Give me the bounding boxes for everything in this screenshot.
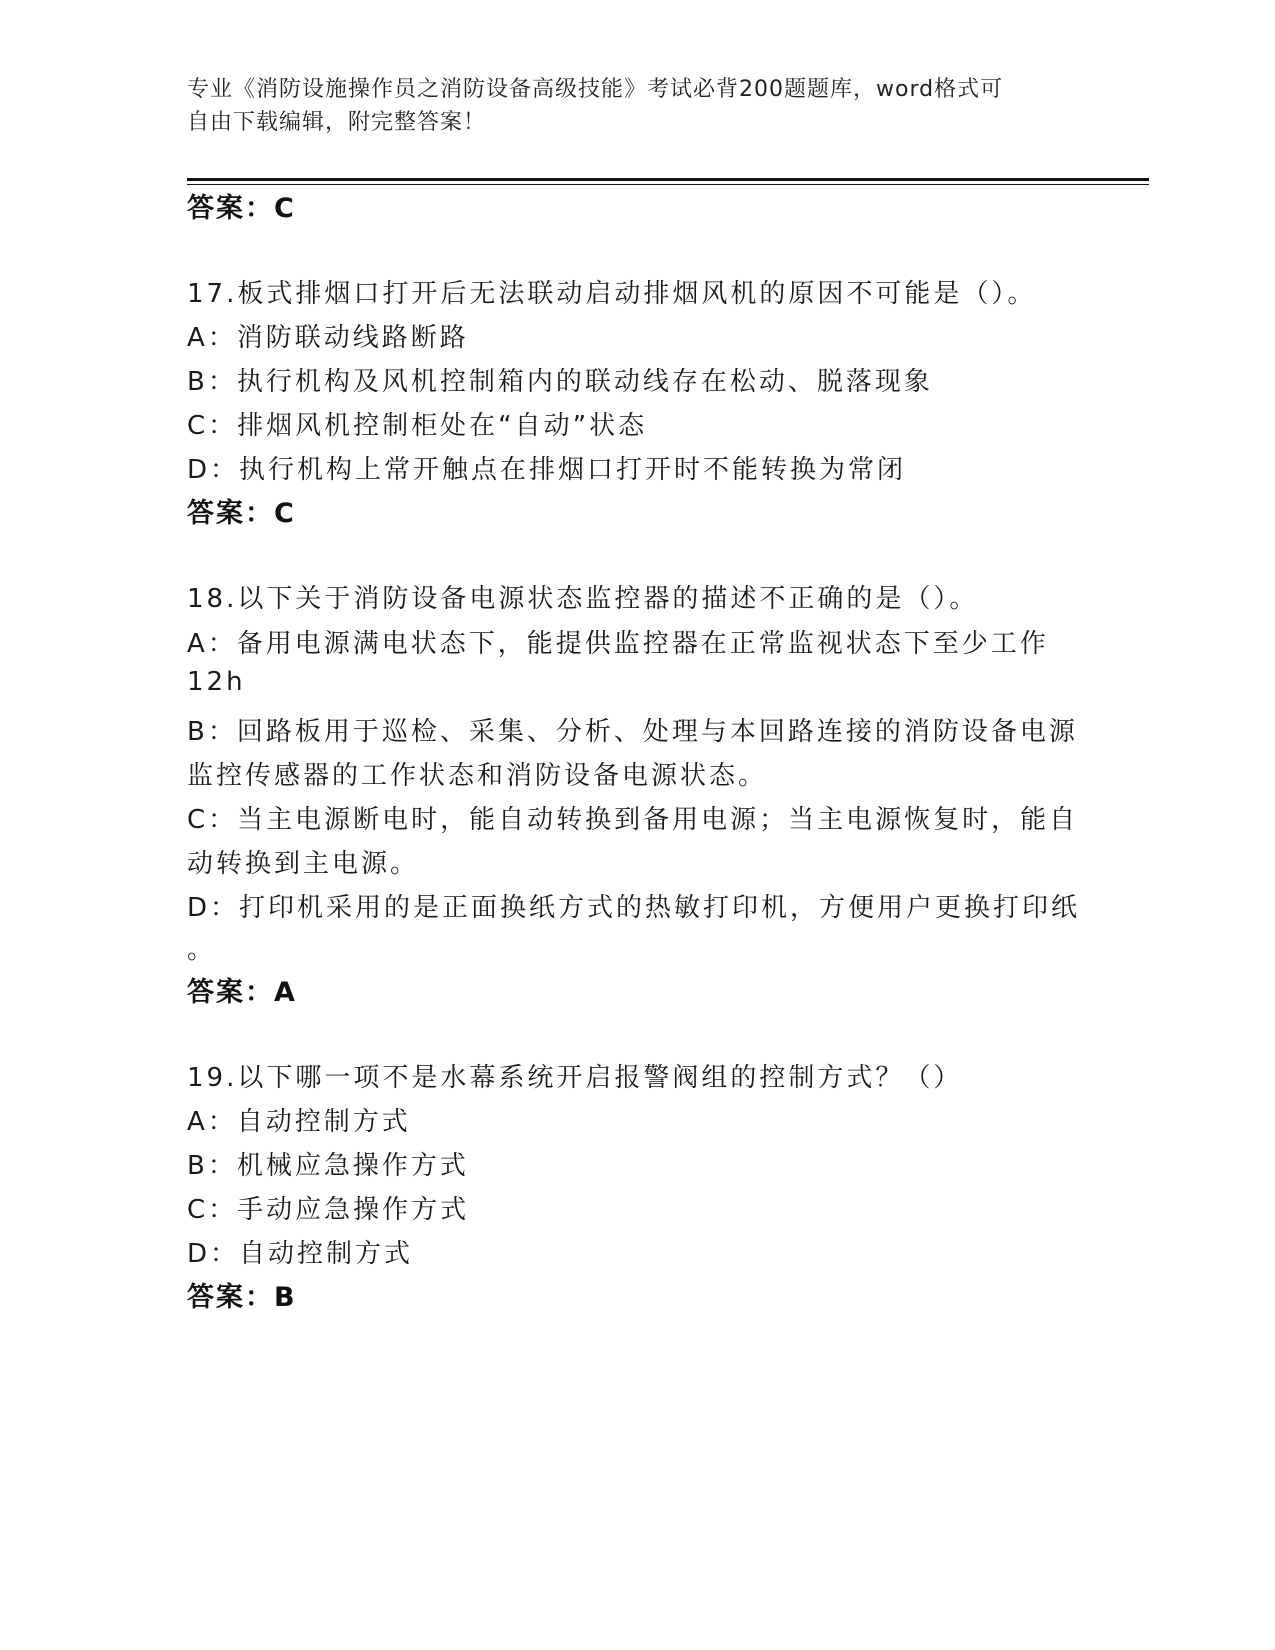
option-d: D：打印机采用的是正面换纸方式的热敏打印机，方便用户更换打印纸 — [187, 893, 1081, 923]
option-c: C：排烟风机控制柜处在“自动”状态 — [187, 411, 648, 441]
header-line-1: 专业《消防设施操作员之消防设备高级技能》考试必背200题题库，word格式可 — [187, 77, 1004, 102]
answer: 答案：A — [187, 977, 297, 1008]
option-c: C：手动应急操作方式 — [187, 1195, 470, 1225]
question-stem: 18.以下关于消防设备电源状态监控器的描述不正确的是（）。 — [187, 584, 979, 614]
option-a: A：备用电源满电状态下，能提供监控器在正常监视状态下至少工作 — [187, 629, 1049, 659]
header-rule-thick — [187, 178, 1149, 181]
option-a: A：自动控制方式 — [187, 1107, 411, 1137]
previous-answer: 答案：C — [187, 193, 296, 224]
header-line-2: 自由下载编辑，附完整答案！ — [187, 110, 487, 135]
option-a: A：消防联动线路断路 — [187, 323, 469, 353]
option-a-continued: 12h — [187, 667, 246, 697]
answer: 答案：C — [187, 498, 296, 529]
option-d: D：执行机构上常开触点在排烟口打开时不能转换为常闭 — [187, 455, 907, 485]
question-stem: 19.以下哪一项不是水幕系统开启报警阀组的控制方式？（） — [187, 1063, 963, 1093]
answer: 答案：B — [187, 1282, 297, 1313]
option-c: C：当主电源断电时，能自动转换到备用电源；当主电源恢复时，能自 — [187, 805, 1079, 835]
question-stem: 17.板式排烟口打开后无法联动启动排烟风机的原因不可能是（）。 — [187, 279, 1037, 309]
option-b-continued: 监控传感器的工作状态和消防设备电源状态。 — [187, 761, 768, 791]
option-b: B：回路板用于巡检、采集、分析、处理与本回路连接的消防设备电源 — [187, 717, 1078, 747]
option-d-continued: 。 — [187, 935, 217, 965]
option-b: B：机械应急操作方式 — [187, 1151, 469, 1181]
page-header — [187, 73, 1067, 139]
option-b: B：执行机构及风机控制箱内的联动线存在松动、脱落现象 — [187, 367, 933, 397]
option-c-continued: 动转换到主电源。 — [187, 849, 420, 879]
header-rule-thin — [187, 184, 1149, 185]
option-d: D：自动控制方式 — [187, 1239, 414, 1269]
